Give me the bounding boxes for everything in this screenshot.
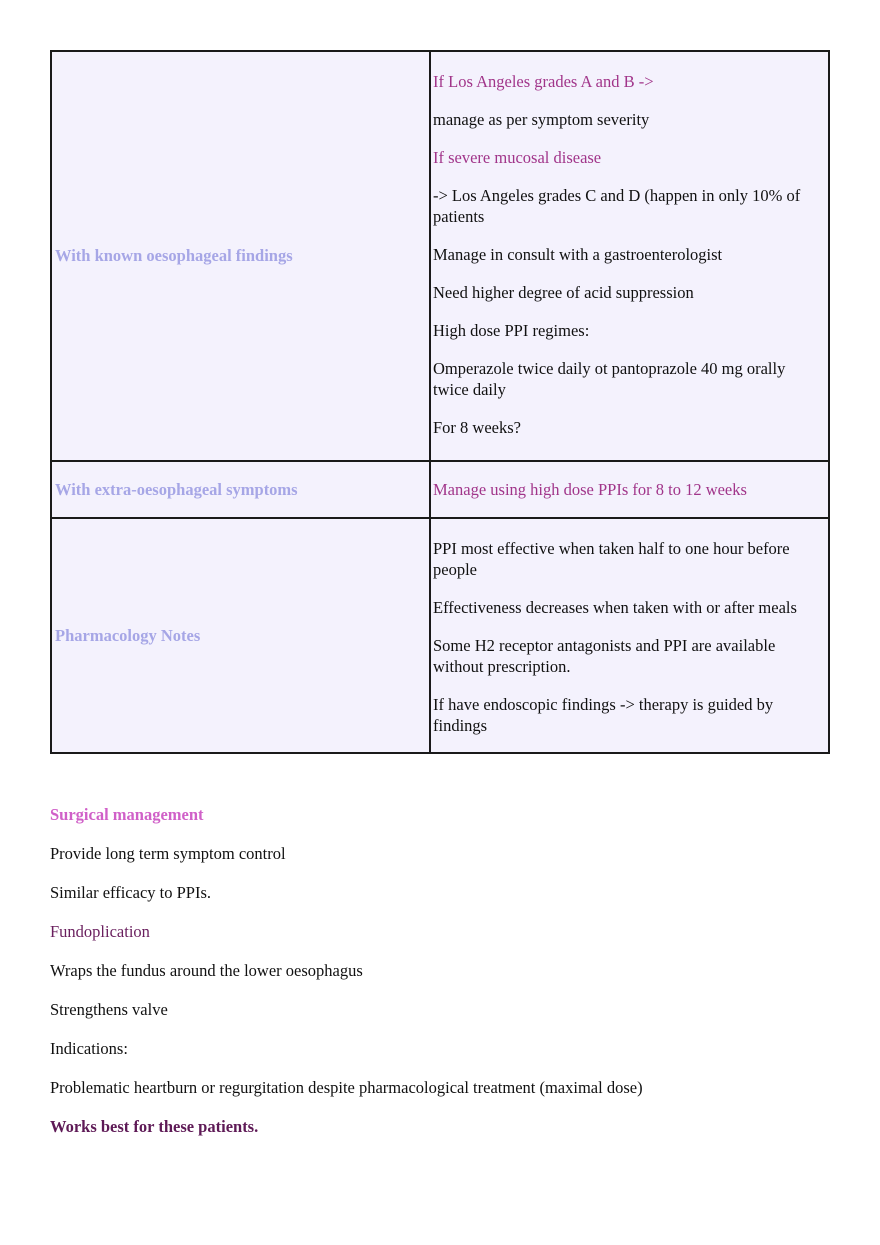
paragraph: Strengthens valve [50, 1000, 168, 1019]
paragraph: Wraps the fundus around the lower oesophagus [50, 961, 363, 980]
paragraph: Similar efficacy to PPIs. [50, 883, 212, 902]
content-line: Some H2 receptor antagonists and PPI are available without prescription. [433, 636, 776, 676]
section-subheading: Fundoplication [50, 922, 150, 941]
row-label: With known oesophageal findings [52, 52, 431, 460]
section-heading: Surgical management [50, 805, 204, 824]
findings-table [50, 50, 830, 754]
content-line: High dose PPI regimes: [433, 321, 590, 340]
table-row [52, 460, 828, 517]
table-row [52, 52, 828, 460]
paragraph: Problematic heartburn or regurgitation despite pharmacological treatment (maximal dose) [50, 1078, 643, 1097]
content-line: If Los Angeles grades A and B -> [433, 72, 654, 91]
row-label: Pharmacology Notes [52, 519, 431, 752]
row-content [431, 519, 828, 752]
emphasis-paragraph: Works best for these patients. [50, 1117, 259, 1136]
content-line: Omperazole twice daily ot pantoprazole 40 mg orally twice daily [433, 359, 786, 399]
row-label: With extra-oesophageal symptoms [52, 462, 431, 517]
table-row [52, 517, 828, 752]
content-line: Manage using high dose PPIs for 8 to 12 weeks [433, 479, 747, 499]
content-line: If severe mucosal disease [433, 148, 602, 167]
content-line: -> Los Angeles grades C and D (happen in only 10% of patients [433, 186, 801, 226]
content-line: If have endoscopic findings -> therapy is guided by findings [433, 695, 774, 735]
row-content [431, 52, 828, 460]
content-line: For 8 weeks? [433, 418, 521, 437]
content-line: PPI most effective when taken half to one hour before people [433, 539, 790, 579]
content-line: manage as per symptom severity [433, 110, 650, 129]
row-content [431, 462, 828, 517]
content-line: Manage in consult with a gastroenterologist [433, 245, 723, 264]
paragraph: Provide long term symptom control [50, 844, 286, 863]
paragraph: Indications: [50, 1039, 128, 1058]
content-line: Need higher degree of acid suppression [433, 283, 694, 302]
content-line: Effectiveness decreases when taken with or after meals [433, 598, 797, 617]
surgical-section [50, 804, 830, 1155]
